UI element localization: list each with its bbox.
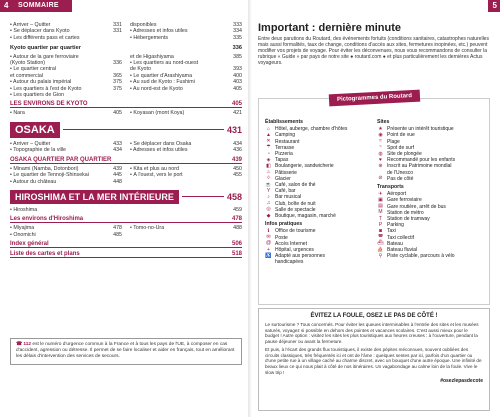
picto-item (377, 176, 487, 182)
toc-row[interactable]: • À l'ouest, vers le port 455 (130, 172, 242, 179)
emergency-number: 112 (23, 342, 32, 347)
hiroshima-page: 458 (226, 191, 242, 202)
toc-row[interactable]: • Le quartier de Tennoji-Shinsekai 445 (10, 172, 122, 179)
picto-label: Club, boîte de nuit (275, 200, 316, 207)
picto-label: Accès Internet (275, 240, 307, 247)
toc-row[interactable]: • Adresses et infos utiles 436 (130, 147, 242, 154)
avoid-crowds-box (258, 308, 490, 411)
kyoto-quarter-col-left (10, 54, 122, 99)
picto-label: Spot de surf (387, 144, 414, 151)
left-page-sommaire (0, 0, 248, 417)
picto-item (265, 213, 373, 219)
hashtag: #osezlepasdecote (440, 378, 483, 385)
toc-row[interactable]: • Koyasan (mont Koya) 421 (130, 110, 242, 117)
picto-label: Bateau (387, 240, 403, 247)
index-link[interactable]: Index général 506 (10, 241, 242, 248)
osaka-page: 431 (226, 124, 242, 135)
pictograms-legend (258, 93, 490, 305)
picto-icon: ◍ (378, 150, 383, 157)
picto-icon: ♥ (379, 156, 382, 163)
avoid-crowds-paragraph-2: Et puis, à l'écart des grands flux touristiques, il existe des pépites méconnues, souvent oubliées des circuits classiques, très fréquentés ici et ont de l'âme : quelques sentes par ici, parfois d'un quartier ou d'une petite rue à un village caché au charme discret, avec un bouquet d'une autre époque. Une infinité de beaux lieux ce qui nous plait à côté de nos itinéraires. Un vagabondage au calme loin de la foule. Vive le slow trip ! (265, 346, 482, 375)
picto-label: Pizzeria (275, 151, 293, 158)
picto-icon: ◔ (266, 150, 271, 157)
right-page (252, 0, 500, 417)
picto-icon: ☕ (265, 181, 272, 188)
picto-label: Station de tramway (387, 216, 430, 223)
environs-hiro-col-right (130, 225, 242, 238)
picto-label: Inscrit au Patrimoine mondial (387, 163, 452, 170)
picto-label: Adapté aux personnes (275, 253, 326, 260)
toc-row[interactable]: • Adresses et infos utiles 334 (130, 28, 242, 35)
picto-icon: ♿ (265, 252, 272, 259)
toc-row[interactable]: • Minami (Namba, Dotonbori) 439 (10, 165, 122, 172)
osaka-col-left (10, 141, 122, 154)
picto-icon: ✉ (266, 234, 271, 241)
toc-top-col-right (130, 22, 242, 41)
picto-label: Salle de spectacle (275, 206, 316, 213)
picto-icon (265, 260, 272, 265)
hiroshima-section-band[interactable] (10, 190, 242, 204)
avoid-crowds-title: ÉVITEZ LA FOULE, OSEZ LE PAS DE CÔTÉ ! (310, 313, 438, 319)
emergency-note (10, 338, 242, 365)
picto-icon: ✕ (266, 138, 271, 145)
picto-label: Aéroport (387, 191, 407, 198)
osaka-rule (63, 129, 224, 130)
picto-icon: ◊ (267, 175, 270, 182)
picto-category-heading: Infos pratiques (265, 221, 303, 228)
toc-row[interactable]: • Le quartier d'Arashiyama 400 (130, 72, 242, 79)
picto-label: Pas de côté (387, 175, 414, 182)
picto-label: Gare routière, arrêt de bus (387, 203, 446, 210)
picto-item (377, 253, 487, 259)
toc-row[interactable]: • Hébergements 335 (130, 34, 242, 41)
important-notice (258, 22, 490, 68)
osaka-grid (10, 141, 242, 154)
picto-icon: ⊘ (378, 175, 383, 182)
environs-hiro-grid (10, 225, 242, 238)
picto-label: Station de métro (387, 209, 424, 216)
picto-icon: ★ (378, 125, 383, 132)
picto-icon: T (378, 215, 383, 222)
toc-row[interactable]: • Hiroshima 459 (10, 206, 242, 213)
picto-icon: ⊕ (378, 163, 383, 170)
pictograms-title: Pictogrammes du Routard (329, 90, 421, 107)
picto-label: Hôtel, auberge, chambre d'hôtes (275, 126, 348, 133)
kyoto-quarter-header[interactable]: Kyoto quartier par quartier 336 (10, 45, 242, 52)
picto-icon: ⚲ (378, 252, 383, 259)
picto-icon: + (267, 246, 270, 253)
picto-label: Tapas (275, 157, 289, 164)
toc-row[interactable]: • Nara 405 (10, 110, 122, 117)
picto-label: Plage (387, 138, 400, 145)
picto-icon: ▲ (266, 132, 271, 138)
picto-label: Office de tourisme (275, 228, 316, 235)
picto-icon: ◉ (378, 132, 383, 138)
picto-label: Bar musical (275, 194, 302, 201)
picto-label: Piste cyclable, parcours à vélo (387, 253, 455, 260)
osaka-quarter-header[interactable]: OSAKA QUARTIER PAR QUARTIER 439 (10, 156, 242, 163)
picto-item (265, 259, 373, 265)
picto-label: Boutique, magasin, marché (275, 213, 336, 220)
picto-label: Pâtisserie (275, 169, 297, 176)
picto-icon: ☂ (266, 144, 271, 151)
toc-row[interactable]: (Kyoto Station) 336 (10, 60, 122, 67)
picto-label: Café, salon de thé (275, 182, 316, 189)
toc-row[interactable]: • Autour de la gare ferroviaire (10, 53, 79, 60)
picto-label: Glacier (275, 175, 291, 182)
picto-icon: ◈ (266, 156, 271, 163)
picto-category-heading: Établissements (265, 119, 304, 125)
important-text: Entre deux parutions du Routard, des événements fortuits (conditions sanitaires, catastrophes naturelles mais aussi formalités, taux de change, conditions d'accès aux sites, fermetures inopinées, etc.) peuvent modifier vos projets de voyage. Pour éviter les déconvenues, nous vous recommandons de consulter la rubrique « Guide » par pays de notre site ● routard.com ● et plus particulièrement les dernières Actus voyageurs. (258, 36, 489, 67)
picto-icon: ⌂ (266, 125, 271, 132)
picto-label: Café, bar (275, 188, 296, 195)
toc-row[interactable]: • Topographie de la ville 434 (10, 147, 122, 154)
emergency-phone-icon: ☎ (16, 342, 24, 347)
picto-icon: ◙ (378, 228, 383, 235)
sommaire-title: SOMMAIRE (18, 2, 59, 9)
picto-icon: ✈ (378, 190, 383, 197)
picto-icon: ⛴ (377, 240, 384, 247)
picto-label: Hôpital, urgences (275, 247, 314, 254)
kyoto-quarter-grid (10, 54, 242, 99)
toc-row[interactable]: disponibles 333 (130, 22, 242, 28)
environs-kyoto-header[interactable]: LES ENVIRONS DE KYOTO 405 (10, 101, 242, 108)
toc-row[interactable]: • Arriver – Quitter 331 (10, 22, 122, 28)
picto-label: Restaurant (275, 138, 300, 145)
emergency-text: est le numéro d'urgence commun à la France et à tous les pays de l'UE, à composer en cas d'accident, agression ou détresse. Il permet de se faire localiser et aider en français, tout en améliorant les délais d'intervention des services de secours. (16, 342, 235, 360)
picto-icon: M (378, 209, 383, 216)
picto-icon: ℹ (267, 228, 270, 235)
toc-row[interactable]: • Au sud de Kyoto : Fushimi 403 (130, 79, 242, 86)
picto-label: Point de vue (387, 132, 415, 139)
toc-row[interactable]: et commercial 365 (10, 72, 122, 79)
toc-row[interactable]: • Autour du palais impérial 375 (10, 79, 122, 86)
avoid-crowds-paragraph-1: Le surtourisme ? Tous concernés. Pour éviter les queues interminables à l'entrée des sites et les musées saturés, voyagez si possible en dehors des pointes et vacances scolaires. C'est aussi mieux pour le budget ! Autre option : visitez les sites les plus touristiques aux heures creuses : à l'ouverture, pendant la pause déjeuner ou avant la fermeture. (265, 322, 479, 345)
toc-row[interactable]: • Les différents pass et cartes (10, 34, 80, 41)
picto-label: Présente un intérêt touristique (387, 126, 454, 133)
osaka-title: OSAKA (10, 122, 60, 138)
picto-label: Taxi (387, 228, 396, 235)
picto-icon: ≈ (379, 138, 382, 145)
right-page-number: 5 (492, 1, 497, 10)
pictograms-col-right (377, 117, 487, 259)
picto-icon: ◚ (378, 234, 383, 241)
toc-row[interactable]: • Les quartiers à l'est de Kyoto 375 (10, 85, 122, 92)
toc-row[interactable]: • Arriver – Quitter 433 (10, 140, 122, 147)
picto-icon: ⛵ (377, 246, 384, 253)
picto-label: Site de plongée (387, 151, 422, 158)
picto-label: handicapées (275, 259, 304, 266)
toc-row[interactable]: • Autour du château 448 (10, 178, 122, 185)
osaka-col-right (130, 141, 242, 154)
kyoto-quarter-col-right (130, 54, 242, 99)
picto-icon: Y (266, 187, 271, 194)
maps-list-link[interactable]: Liste des cartes et plans 518 (10, 251, 242, 258)
osaka-section-band[interactable] (10, 122, 242, 138)
osaka-q-col-right (130, 166, 242, 185)
picto-icon: ♨ (266, 169, 271, 176)
picto-label: de l'Unesco (387, 169, 413, 176)
picto-label: Boulangerie, sandwicherie (275, 163, 334, 170)
picto-label: Gare ferroviaire (387, 197, 422, 204)
picto-label: Terrasse (275, 144, 295, 151)
picto-category-heading: Sites (377, 119, 390, 125)
picto-icon: P (378, 221, 383, 228)
toc-row[interactable]: • Miyajima 478 (10, 225, 122, 232)
picto-icon: ◆ (266, 212, 271, 219)
osaka-q-col-left (10, 166, 122, 185)
picto-icon: ▣ (378, 197, 383, 204)
toc-row[interactable]: de Kyoto 393 (130, 66, 242, 73)
picto-label: Camping (275, 132, 296, 139)
picto-icon: ♪ (267, 194, 270, 201)
picto-icon: ♫ (266, 200, 271, 207)
picto-label: Parking (387, 222, 404, 229)
picto-icon: ~ (379, 144, 382, 151)
left-page-number: 4 (4, 1, 9, 10)
toc-row[interactable]: • Les quartiers au nord-ouest (130, 60, 199, 67)
toc-row[interactable]: • Le quartier central (10, 66, 57, 73)
pictograms-col-left (265, 117, 373, 266)
toc-top-col-left (10, 22, 122, 41)
environs-hiroshima-header[interactable]: Les environs d'Hiroshima 478 (10, 216, 242, 223)
toc-row[interactable]: et de Higashiyama 385 (130, 53, 242, 60)
picto-icon: ◎ (266, 206, 271, 213)
picto-label: Taxi collectif (387, 234, 414, 241)
picto-icon: ▤ (378, 203, 383, 210)
hiroshima-rule (182, 196, 224, 197)
toc-row[interactable]: • Se déplacer dans Osaka 434 (130, 140, 242, 147)
toc-row[interactable]: • Se déplacer dans Kyoto 331 (10, 28, 122, 35)
toc-top-grid (10, 22, 242, 41)
toc-content (10, 22, 242, 260)
toc-row[interactable]: • Tomo-no-Ura 488 (130, 225, 242, 232)
toc-row[interactable]: • Onomichi 485 (10, 231, 122, 238)
important-title: Important : dernière minute (258, 22, 402, 34)
toc-row[interactable]: • Kita et plus au nord 450 (130, 165, 242, 172)
picto-icon: @ (265, 240, 272, 247)
toc-row[interactable]: • Les quartiers de Gion (10, 92, 64, 99)
picto-label: Poste (275, 234, 288, 241)
environs-kyoto-grid (10, 110, 242, 116)
picto-category-heading: Transports (377, 184, 404, 191)
picto-label: Bateau fluvial (387, 247, 418, 254)
hiroshima-title: HIROSHIMA ET LA MER INTÉRIEURE (10, 190, 179, 204)
picto-label: Recommandé pour les enfants (387, 157, 456, 164)
picto-icon: ◧ (266, 163, 271, 170)
environs-hiro-col-left (10, 225, 122, 238)
toc-row[interactable]: • Au nord-est de Kyoto 405 (130, 85, 242, 92)
osaka-quarter-grid (10, 166, 242, 185)
